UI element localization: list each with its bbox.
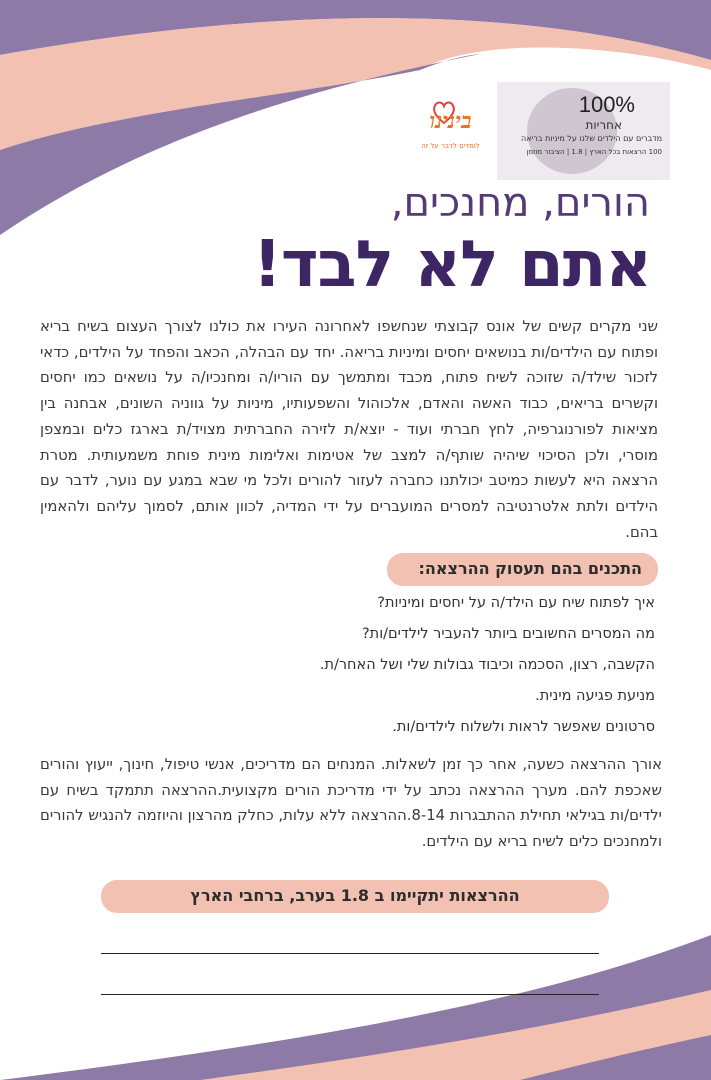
organization-logo	[398, 98, 503, 160]
list-item: סרטונים שאפשר לראות ולשלוח לילדים/ות.	[392, 719, 655, 735]
intro-paragraph: שני מקרים קשים של אונס קבוצתי שנחשפו לאחרונה העירו את כולנו לצורך העצום בשיח בריא ופתוח עם הילדים/ות בנושאים יחסים ומיניות בריאה. יחד עם הבהלה, הכאב והפחד על הילדים, כדאי לזכור שילד/ה שזוכה לשיח פתוח, מכבד ומתמשך עם הוריו/ה ומחנכיו/ה על נושאים כמו יחסים וקשרים בריאים, כבוד האשה והאדם, אלכוהול והשפעותיו, מיניות על גווניה השונים, אבחנה בין מציאות לפורנוגרפיה, לחץ חברתי ועוד - יוצא/ת לזירה החברתית מצויד/ת בארגז כלים ובמצפן מוסרי, ולכן הסיכוי שיהיה שותף/ה למצב של אטימות ואלימות מינית פוחת משמעותית. מטרת הרצאה היא לעשות כמיטב יכולתנו כחברה לעזור להורים ולכל מי שבא במגע עם נוער, לדבר עם הילדים ולתת אלטרנטיבה למסרים המועברים על ידי המדיה, לכוון אותם, לסמוך עליהם ולהאמין בהם.	[40, 318, 658, 541]
fill-in-line	[101, 994, 599, 995]
topics-heading-banner	[387, 553, 658, 586]
topics-heading: התכנים בהם תעסוק ההרצאה:	[418, 559, 642, 578]
badge-line-1: מדברים עם הילדים שלנו על מיניות בריאה	[521, 134, 662, 143]
page-subtitle: הורים, מחנכים,	[390, 180, 650, 226]
badge-heading: אחריות	[585, 118, 622, 132]
dates-text: ההרצאות יתקיימו ב 1.8 בערב, ברחבי הארץ	[190, 886, 520, 905]
badge-percent: 100%	[578, 92, 635, 117]
dates-banner	[101, 880, 609, 913]
list-item: איך לפתוח שיח עם הילד/ה על יחסים ומיניות?	[377, 595, 655, 611]
topics-list	[95, 588, 655, 743]
page-title: אתם לא לבד!	[252, 228, 651, 302]
fill-in-line	[101, 953, 599, 954]
logo-tagline: לומדים לדבר על זה	[421, 142, 480, 150]
list-item: מניעת פגיעה מינית.	[535, 688, 655, 704]
logo-brand-text: בינינו	[429, 108, 472, 134]
details-paragraph: אורך ההרצאה כשעה, אחר כך זמן לשאלות. המנחים הם מדריכים, אנשי טיפול, חינוך, ייעוץ והורים שאכפת להם. מערך ההרצאה נכתב על ידי מדריכת הורים מקצועית.ההרצאה תתמקד בשיח עם ילדים/ות בגילאי תחילת ההתבגרות 8-14.ההרצאה ללא עלות, כחלק מהרצון והיוזמה להנגיש להורים ולמחנכים כלים לשיח בריא עם הילדים.	[40, 756, 662, 851]
list-item: הקשבה, רצון, הסכמה וכיבוד גבולות שלי ושל האחר/ת.	[319, 657, 655, 673]
badge-line-2: 100 הרצאות בכל הארץ | 1.8 | הציבור מוזמן	[526, 148, 662, 156]
responsibility-badge	[497, 82, 670, 180]
list-item: מה המסרים החשובים ביותר להעביר לילדים/ות?	[361, 626, 655, 642]
